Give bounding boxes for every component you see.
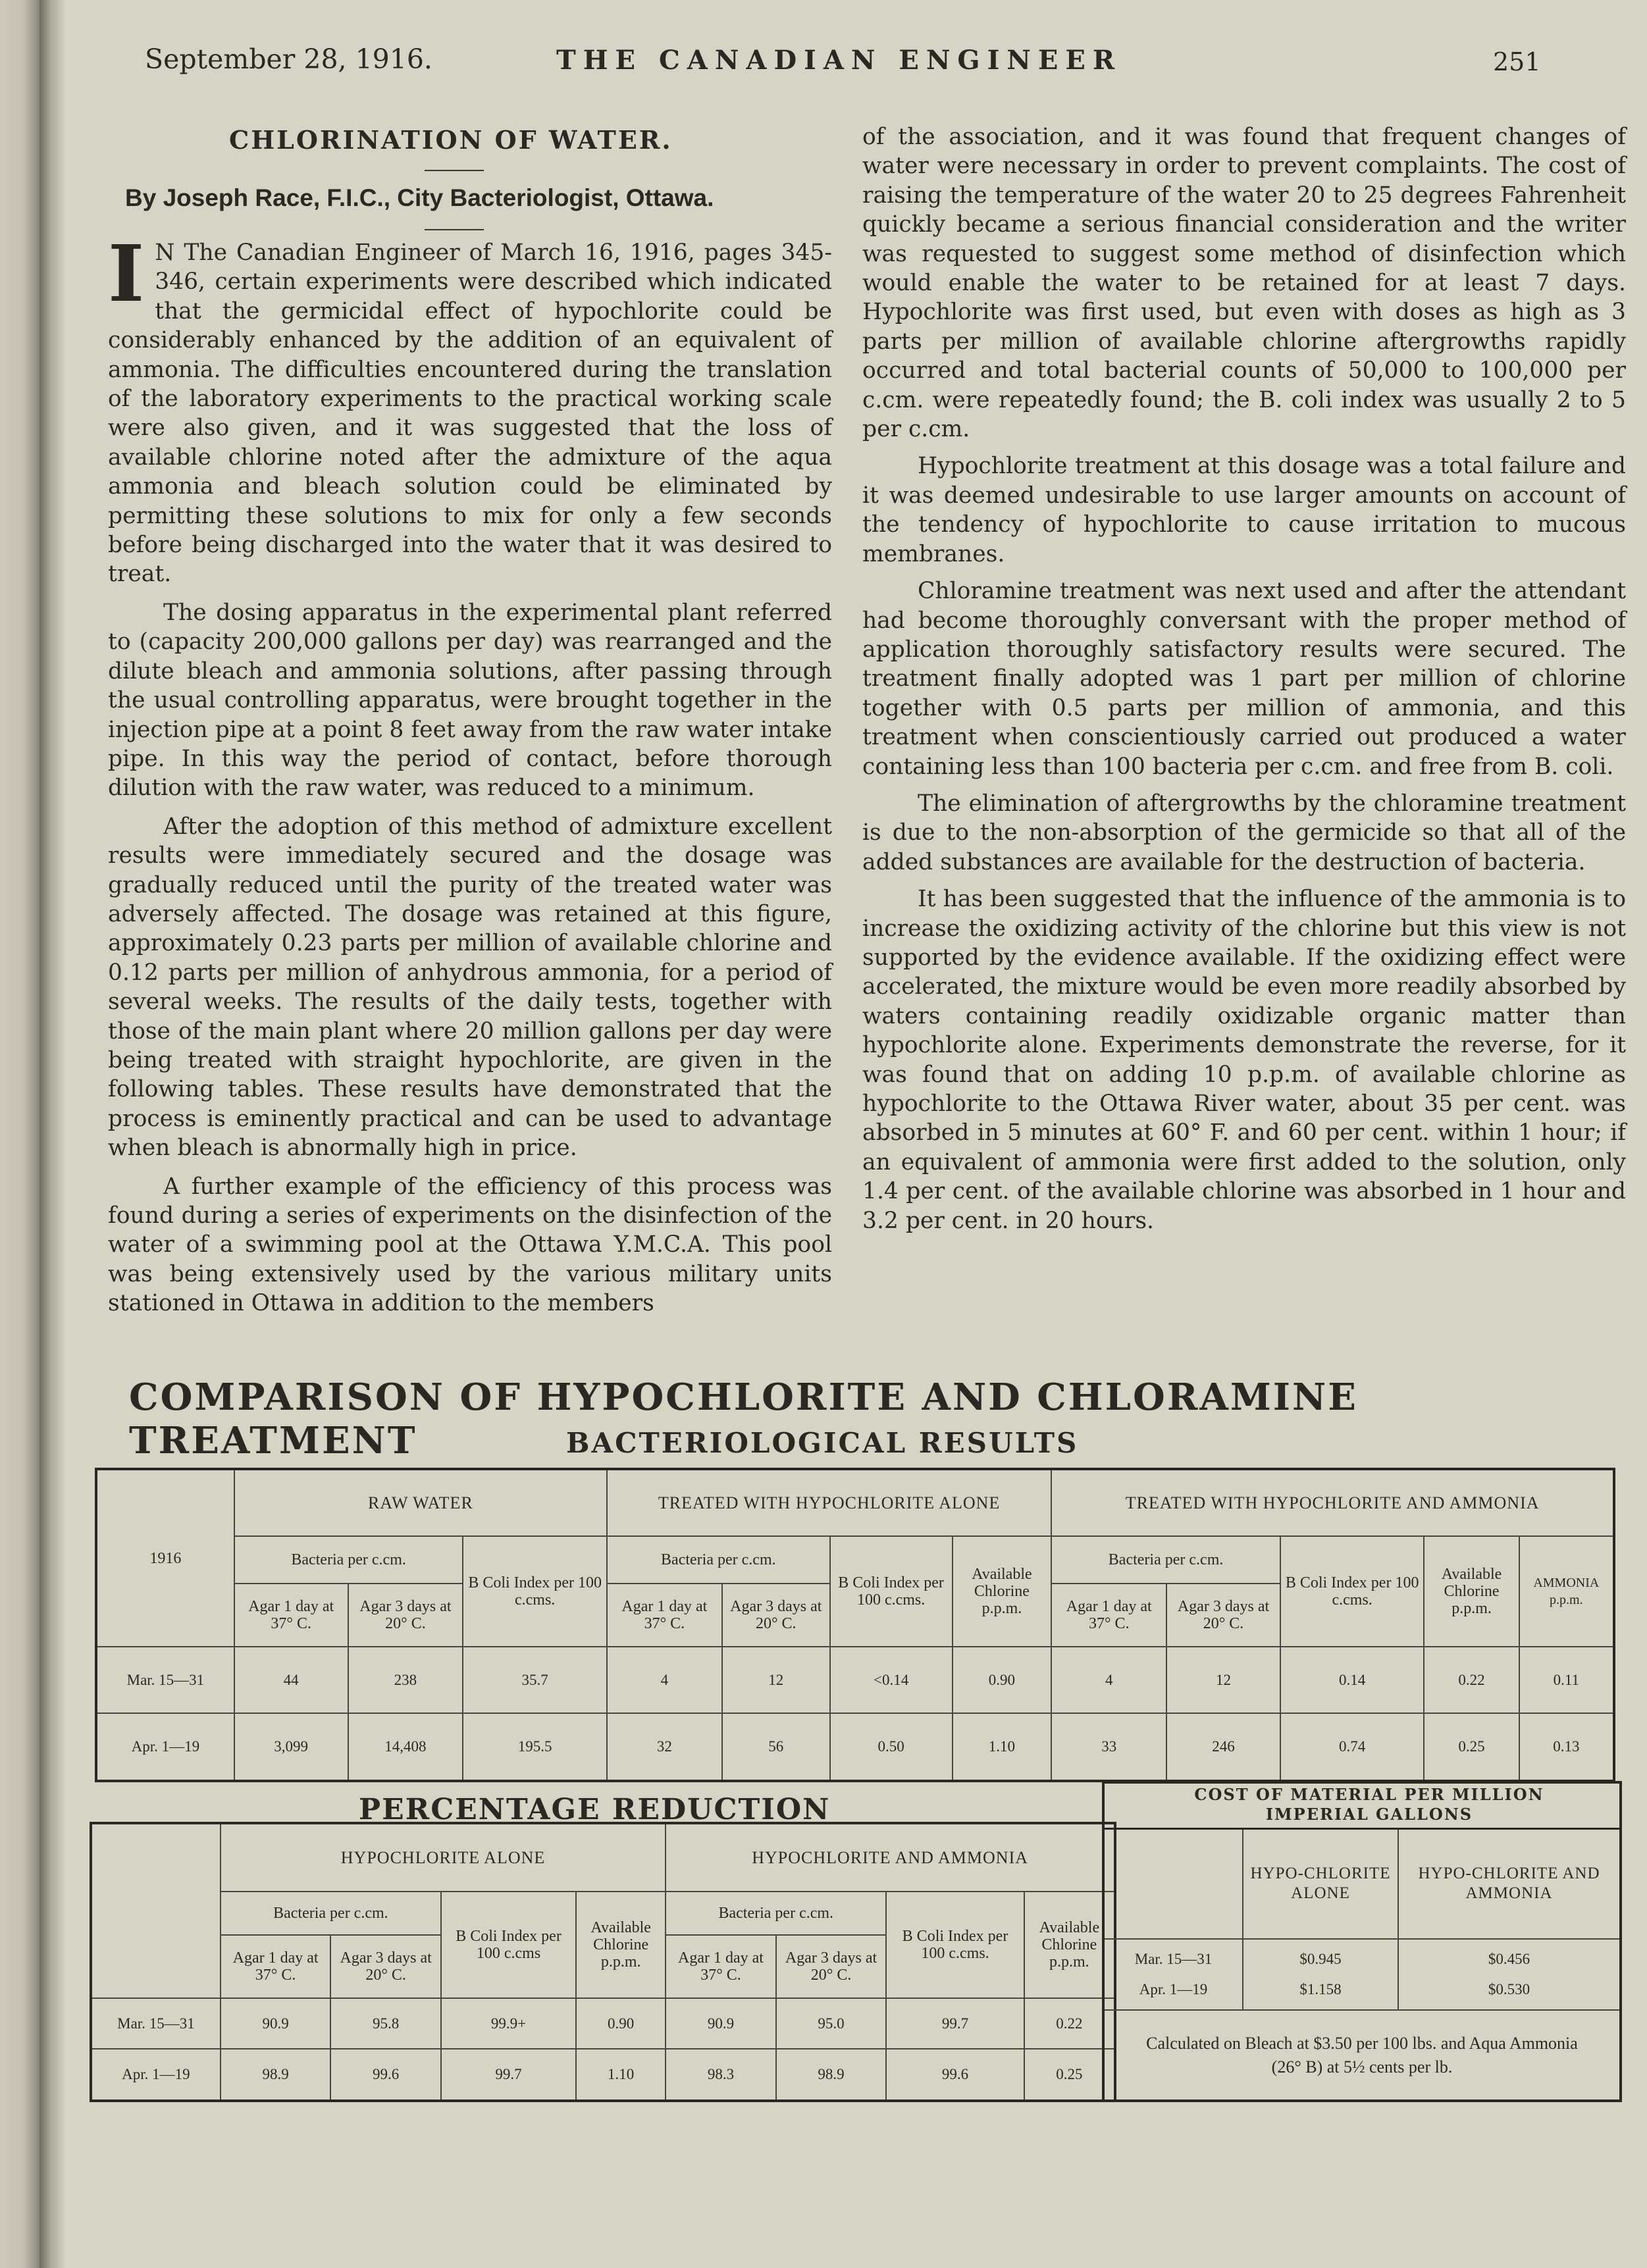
facing-page-strip [0,0,39,2268]
comparison-subtitle: BACTERIOLOGICAL RESULTS [566,1427,1079,1459]
percentage-reduction-table [90,1822,1116,2102]
cell: 0.22 [1024,1998,1115,2049]
cost-title: COST OF MATERIAL PER MILLION IMPERIAL GALLONS [1194,1785,1544,1824]
cell: 0.74 [1280,1713,1425,1781]
paragraph: of the association, and it was found that frequent changes of water were necessary in order to prevent complaints. The cost of raising the temperature of the water 20 to 25 degrees Fahrenheit quickly became a serious financial consideration and the writer was requested to suggest some method of disinfection which would enable the water to be retained for at least 7 days. Hypochlorite was first used, but even with doses as high as 3 parts per million of available chlorine aftergrowths rapidly occurred and total bacterial counts of 50,000 to 100,000 per c.cm. were repeatedly found; the B. coli index was usually 2 to 5 per c.cm. [862,124,1626,443]
journal-title: THE CANADIAN ENGINEER [556,45,1122,76]
cell: 44 [234,1647,348,1713]
article-title: CHLORINATION OF WATER. [229,125,673,155]
bacteria-header: Bacteria per c.cm. [1051,1536,1280,1584]
raw-water-header: RAW WATER [234,1469,607,1536]
bcoli-header: B Coli Index per 100 c.cms [441,1892,576,1998]
left-column [108,228,832,1318]
issue-date: September 28, 1916. [145,43,432,75]
ammonia-header: AMMONIA p.p.m. [1519,1536,1614,1647]
paragraph: After the adoption of this method of admixture excellent results were immediately secured and the dosage was gradually reduced until the purity of the treated water was adversely affected. The dosage was retained at this figure, approximately 0.23 parts per million of available chlorine and 0.12 parts per million of anhydrous ammonia, for a period of several weeks. The results of the daily tests, together with those of the main plant where 20 million gallons per day were being treated with straight hypochlorite, are given in the following tables. These results have demonstrated that the process is eminently practical and can be used to advantage when bleach is abnormally high in price. [108,813,832,1162]
cell: 95.8 [330,1998,441,2049]
cell: 32 [607,1713,722,1781]
cell: 99.6 [886,2049,1024,2101]
table-row [91,2049,1115,2101]
paragraph: It has been suggested that the influence of the ammonia is to increase the oxidizing activity of the chlorine but this view is not supported by the evidence available. If the oxidizing effect were accelerated, the mixture would be even more readily absorbed by waters containing readily oxidizable organic matter than hypochlorite alone. Experiments demonstrate the reverse, for it was found that on adding 10 p.p.m. of available chlorine as hypochlorite to the Ottawa River water, about 35 per cent. was absorbed in 5 minutes at 60° F. and 60 per cent. within 1 hour; if an equivalent of ammonia were first added to the solution, only 1.4 per cent. of the available chlorine was absorbed in 1 hour and 3.2 per cent. in 20 hours. [862,886,1626,1234]
bcoli-header: B Coli Index per 100 c.cms. [463,1536,607,1647]
cell: $0.945 [1299,1951,1342,1967]
bacteria-header: Bacteria per c.cm. [221,1892,441,1935]
comparison-title: COMPARISON OF HYPOCHLORITE AND CHLORAMINE TREATMENT [129,1376,1358,1462]
hypo-alone-cost-header: HYPO-CHLORITE ALONE [1243,1828,1398,1939]
cost-note: Calculated on Bleach at $3.50 per 100 lbs. and Aqua Ammonia (26° B) at 5½ cents per lb. [1103,2010,1621,2101]
drop-cap: I [108,228,145,319]
cell: 0.14 [1280,1647,1425,1713]
cell: 90.9 [666,1998,776,2049]
table-row [96,1713,1614,1781]
cell: 0.90 [953,1647,1052,1713]
cell: 4 [607,1647,722,1713]
cell: 0.11 [1519,1647,1614,1713]
agar-3-header: Agar 3 days at 20° C. [330,1935,441,1998]
paragraph: The elimination of aftergrowths by the chloramine treatment is due to the non-absorption of the germicide so that all of the added substances are available for the destruction of bacteria. [862,790,1626,875]
cell: 0.25 [1024,2049,1115,2101]
cell: <0.14 [830,1647,953,1713]
cell: 3,099 [234,1713,348,1781]
cell: $0.530 [1488,1981,1530,1997]
cost-title-cell [1103,1782,1621,1828]
byline: By Joseph Race, F.I.C., City Bacteriologist, Ottawa. [125,184,714,211]
cell: 90.9 [221,1998,331,2049]
hypo-ammonia-cost [1398,1939,1621,2010]
row-label: Apr. 1—19 [96,1713,234,1781]
agar-1-header: Agar 1 day at 37° C. [666,1935,776,1998]
cell: 33 [1051,1713,1166,1781]
available-chlorine-header: Available Chlorine p.p.m. [1424,1536,1519,1647]
cell: 1.10 [576,2049,666,2101]
bcoli-header: B Coli Index per 100 c.cms. [830,1536,953,1647]
hypo-ammonia-cost-header: HYPO-CHLORITE AND AMMONIA [1398,1828,1621,1939]
running-head [66,43,1647,83]
cell: 95.0 [776,1998,887,2049]
hypo-ammonia-header: TREATED WITH HYPOCHLORITE AND AMMONIA [1051,1469,1614,1536]
cell: 195.5 [463,1713,607,1781]
agar-3-header: Agar 3 days at 20° C. [776,1935,887,1998]
bcoli-header: B Coli Index per 100 c.cms. [1280,1536,1425,1647]
cell: 99.7 [441,2049,576,2101]
bcoli-header: B Coli Index per 100 c.cms. [886,1892,1024,1998]
cell: 1.10 [953,1713,1052,1781]
cell: 99.7 [886,1998,1024,2049]
available-chlorine-header: Available Chlorine p.p.m. [1024,1892,1115,1998]
agar-1-header: Agar 1 day at 37° C. [1051,1584,1166,1647]
year-header: 1916 [96,1469,234,1647]
paragraph: The dosing apparatus in the experimental plant referred to (capacity 200,000 gallons per day) was rearranged and the dilute bleach and ammonia solutions, after passing through the usual controlling apparatus, were brought together in the injection pipe at a point 8 feet away from the raw water intake pipe. In this way the period of contact, before thorough dilution with the raw water, was reduced to a minimum. [108,599,832,802]
page [66,0,1647,2268]
page-number: 251 [1493,47,1541,76]
cell: 98.9 [221,2049,331,2101]
cell: 98.3 [666,2049,776,2101]
row-label: Mar. 15—31 [91,1998,221,2049]
cell: 238 [348,1647,463,1713]
cell: 99.9+ [441,1998,576,2049]
right-column [862,122,1626,1235]
hypo-alone-header: HYPOCHLORITE ALONE [221,1823,666,1892]
agar-3-header: Agar 3 days at 20° C. [722,1584,830,1647]
bacteria-header: Bacteria per c.cm. [607,1536,830,1584]
agar-1-header: Agar 1 day at 37° C. [607,1584,722,1647]
table-row [96,1647,1614,1713]
paragraph: Hypochlorite treatment at this dosage was a total failure and it was deemed undesirable to use larger amounts on account of the tendency of hypochlorite to cause irritation to mucous membranes. [862,453,1626,567]
cell: 99.6 [330,2049,441,2101]
corner-cell [1103,1828,1243,1939]
hypo-ammonia-header: HYPOCHLORITE AND AMMONIA [666,1823,1115,1892]
bacteria-header: Bacteria per c.cm. [234,1536,463,1584]
paragraph: A further example of the efficiency of this process was found during a series of experiments on the disinfection of the water of a swimming pool at the Ottawa Y.M.C.A. This pool was being extensively used by the various military units stationed in Ottawa in addition to the members [108,1173,832,1317]
bacteria-header: Bacteria per c.cm. [666,1892,886,1935]
binding-shadow [39,0,66,2268]
cell: 56 [722,1713,830,1781]
cell: 4 [1051,1647,1166,1713]
available-chlorine-header: Available Chlorine p.p.m. [953,1536,1052,1647]
table-row [91,1998,1115,2049]
row-labels [1103,1939,1243,2010]
cell: 0.25 [1424,1713,1519,1781]
agar-3-header: Agar 3 days at 20° C. [1166,1584,1280,1647]
cell: 0.90 [576,1998,666,2049]
paragraph: I N The Canadian Engineer of March 16, 1916, pages 345-346, certain experiments were described which indicated that the germicidal effect of hypochlorite could be considerably enhanced by the addition of an equivalent of ammonia. The difficulties encountered during the translation of the laboratory experiments to the practical working scale were also given, and it was suggested that the loss of available chlorine noted after the admixture of the aqua ammonia and bleach solution could be eliminated by permitting these solutions to mix for only a few seconds before being discharged into the water that it was desired to treat. [108,228,832,588]
hypo-cost [1243,1939,1398,2010]
comparison-table [95,1468,1615,1782]
cell: 14,408 [348,1713,463,1781]
agar-1-header: Agar 1 day at 37° C. [234,1584,348,1647]
cell: 12 [1166,1647,1280,1713]
cell: 0.50 [830,1713,953,1781]
row-label: Apr. 1—19 [1139,1981,1208,1997]
row-label: Mar. 15—31 [96,1647,234,1713]
cell: 35.7 [463,1647,607,1713]
row-label: Apr. 1—19 [91,2049,221,2101]
cell: 0.13 [1519,1713,1614,1781]
available-chlorine-header: Available Chlorine p.p.m. [576,1892,666,1998]
byline-rule [425,229,484,230]
corner-cell [91,1823,221,1998]
agar-3-header: Agar 3 days at 20° C. [348,1584,463,1647]
title-rule [425,170,484,171]
percentage-reduction-title: PERCENTAGE REDUCTION [359,1793,831,1826]
cell: 12 [722,1647,830,1713]
cell: 0.22 [1424,1647,1519,1713]
hypo-header: TREATED WITH HYPOCHLORITE ALONE [607,1469,1051,1536]
row-label: Mar. 15—31 [1134,1951,1213,1967]
cell: $0.456 [1488,1951,1530,1967]
paragraph: Chloramine treatment was next used and after the attendant had become thoroughly conversant with the proper method of application thoroughly satisfactory results were secured. The treatment finally adopted was 1 part per million of chlorine together with 0.5 parts per million of ammonia, and this treatment when conscientiously carried out produced a water containing less than 100 bacteria per c.cm. and free from B. coli. [862,578,1626,780]
cell: 246 [1166,1713,1280,1781]
cell: 98.9 [776,2049,887,2101]
cell: $1.158 [1299,1981,1342,1997]
agar-1-header: Agar 1 day at 37° C. [221,1935,331,1998]
cost-table [1102,1781,1622,2102]
